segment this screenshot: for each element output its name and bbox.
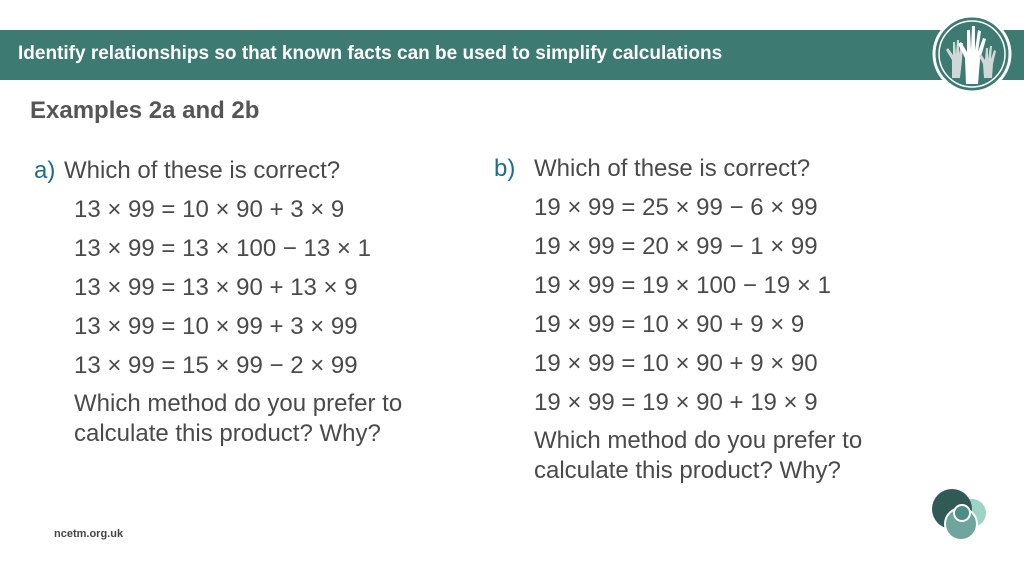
prompt-a [34, 389, 402, 449]
question-a [34, 151, 402, 190]
equation-row: 19 × 99 = 20 × 99 − 1 × 99 [534, 233, 818, 260]
equation-row: 13 × 99 = 13 × 90 + 13 × 9 [74, 274, 358, 301]
prompt-b [494, 426, 862, 486]
question-text-b: Which of these is correct? [534, 155, 811, 182]
equation-row: 19 × 99 = 10 × 90 + 9 × 90 [534, 350, 818, 377]
prompt-a-line2: calculate this product? Why? [74, 420, 381, 447]
equation-row: 19 × 99 = 25 × 99 − 6 × 99 [534, 194, 818, 221]
title-banner [0, 30, 1024, 80]
example-b [494, 149, 862, 486]
prompt-b-line2: calculate this product? Why? [534, 457, 841, 484]
raised-hands-icon [932, 14, 1012, 94]
equation-row: 19 × 99 = 19 × 100 − 19 × 1 [534, 272, 831, 299]
equation-row: 13 × 99 = 10 × 99 + 3 × 99 [74, 313, 358, 340]
label-a: a) [34, 157, 56, 184]
prompt-a-line1: Which method do you prefer to [74, 390, 403, 417]
prompt-b-line1: Which method do you prefer to [534, 427, 863, 454]
banner-title: Identify relationships so that known facts can be used to simplify calculations [18, 43, 723, 64]
question-text-a: Which of these is correct? [64, 157, 341, 184]
label-b: b) [494, 155, 516, 182]
footer-site: ncetm.org.uk [54, 528, 124, 540]
equation-row: 13 × 99 = 13 × 100 − 13 × 1 [74, 235, 371, 262]
question-b [494, 149, 862, 188]
equation-row: 19 × 99 = 19 × 90 + 19 × 9 [534, 389, 818, 416]
section-title: Examples 2a and 2b [30, 97, 260, 124]
equation-row: 13 × 99 = 10 × 90 + 3 × 9 [74, 196, 345, 223]
example-a [34, 151, 402, 449]
overlapping-circles-icon [928, 487, 992, 547]
equation-row: 19 × 99 = 10 × 90 + 9 × 9 [534, 311, 805, 338]
equation-row: 13 × 99 = 15 × 99 − 2 × 99 [74, 352, 358, 379]
